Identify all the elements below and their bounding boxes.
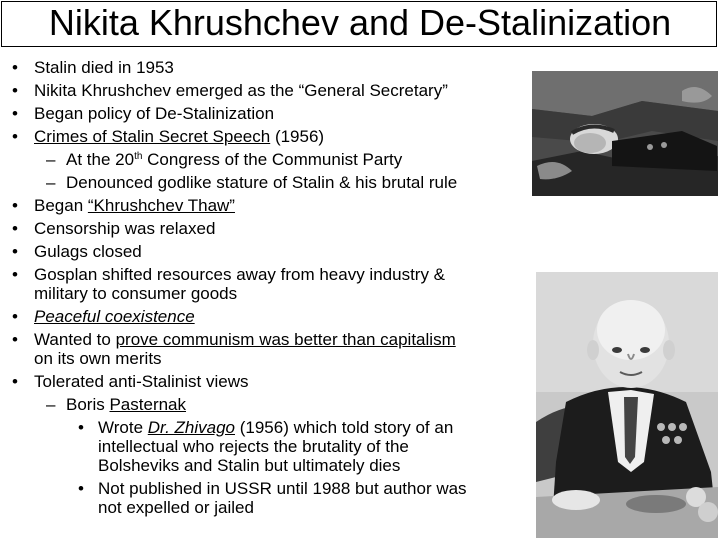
list-item-continuation: intellectual who rejects the brutality of the: [98, 437, 409, 456]
list-item: • Began “Khrushchev Thaw”: [12, 196, 235, 215]
sub-list-item: – Denounced godlike stature of Stalin & his brutal rule: [46, 173, 458, 192]
secret-speech-link-text: Crimes of Stalin Secret Speech: [34, 127, 271, 146]
list-item-continuation: on its own merits: [34, 349, 162, 368]
list-item-continuation: not expelled or jailed: [98, 498, 254, 517]
list-item: • Peaceful coexistence: [12, 307, 195, 326]
list-item: • Stalin died in 1953: [12, 58, 174, 77]
list-item: • Crimes of Stalin Secret Speech (1956): [12, 127, 325, 146]
list-item: • Censorship was relaxed: [12, 219, 216, 238]
sub-sub-list-item: • Wrote Dr. Zhivago (1956) which told story of an: [78, 418, 454, 437]
list-item: • Gosplan shifted resources away from heavy industry &: [12, 265, 446, 284]
sub-list-item: – Boris Pasternak: [46, 395, 187, 414]
sub-list-item: – At the 20th Congress of the Communist Party: [46, 150, 403, 169]
list-item-continuation: Bolsheviks and Stalin but ultimately dies: [98, 456, 401, 475]
sub-sub-list-item: • Not published in USSR until 1988 but author was: [78, 479, 467, 498]
list-item: • Wanted to prove communism was better than capitalism: [12, 330, 456, 349]
list-item: • Began policy of De-Stalinization: [12, 104, 275, 123]
list-item-continuation: military to consumer goods: [34, 284, 238, 303]
list-item: • Gulags closed: [12, 242, 142, 261]
slide-title: Nikita Khrushchev and De-Stalinization: [48, 2, 672, 43]
list-item: • Tolerated anti-Stalinist views: [12, 372, 249, 391]
list-item: • Nikita Khrushchev emerged as the “General Secretary”: [12, 81, 448, 100]
